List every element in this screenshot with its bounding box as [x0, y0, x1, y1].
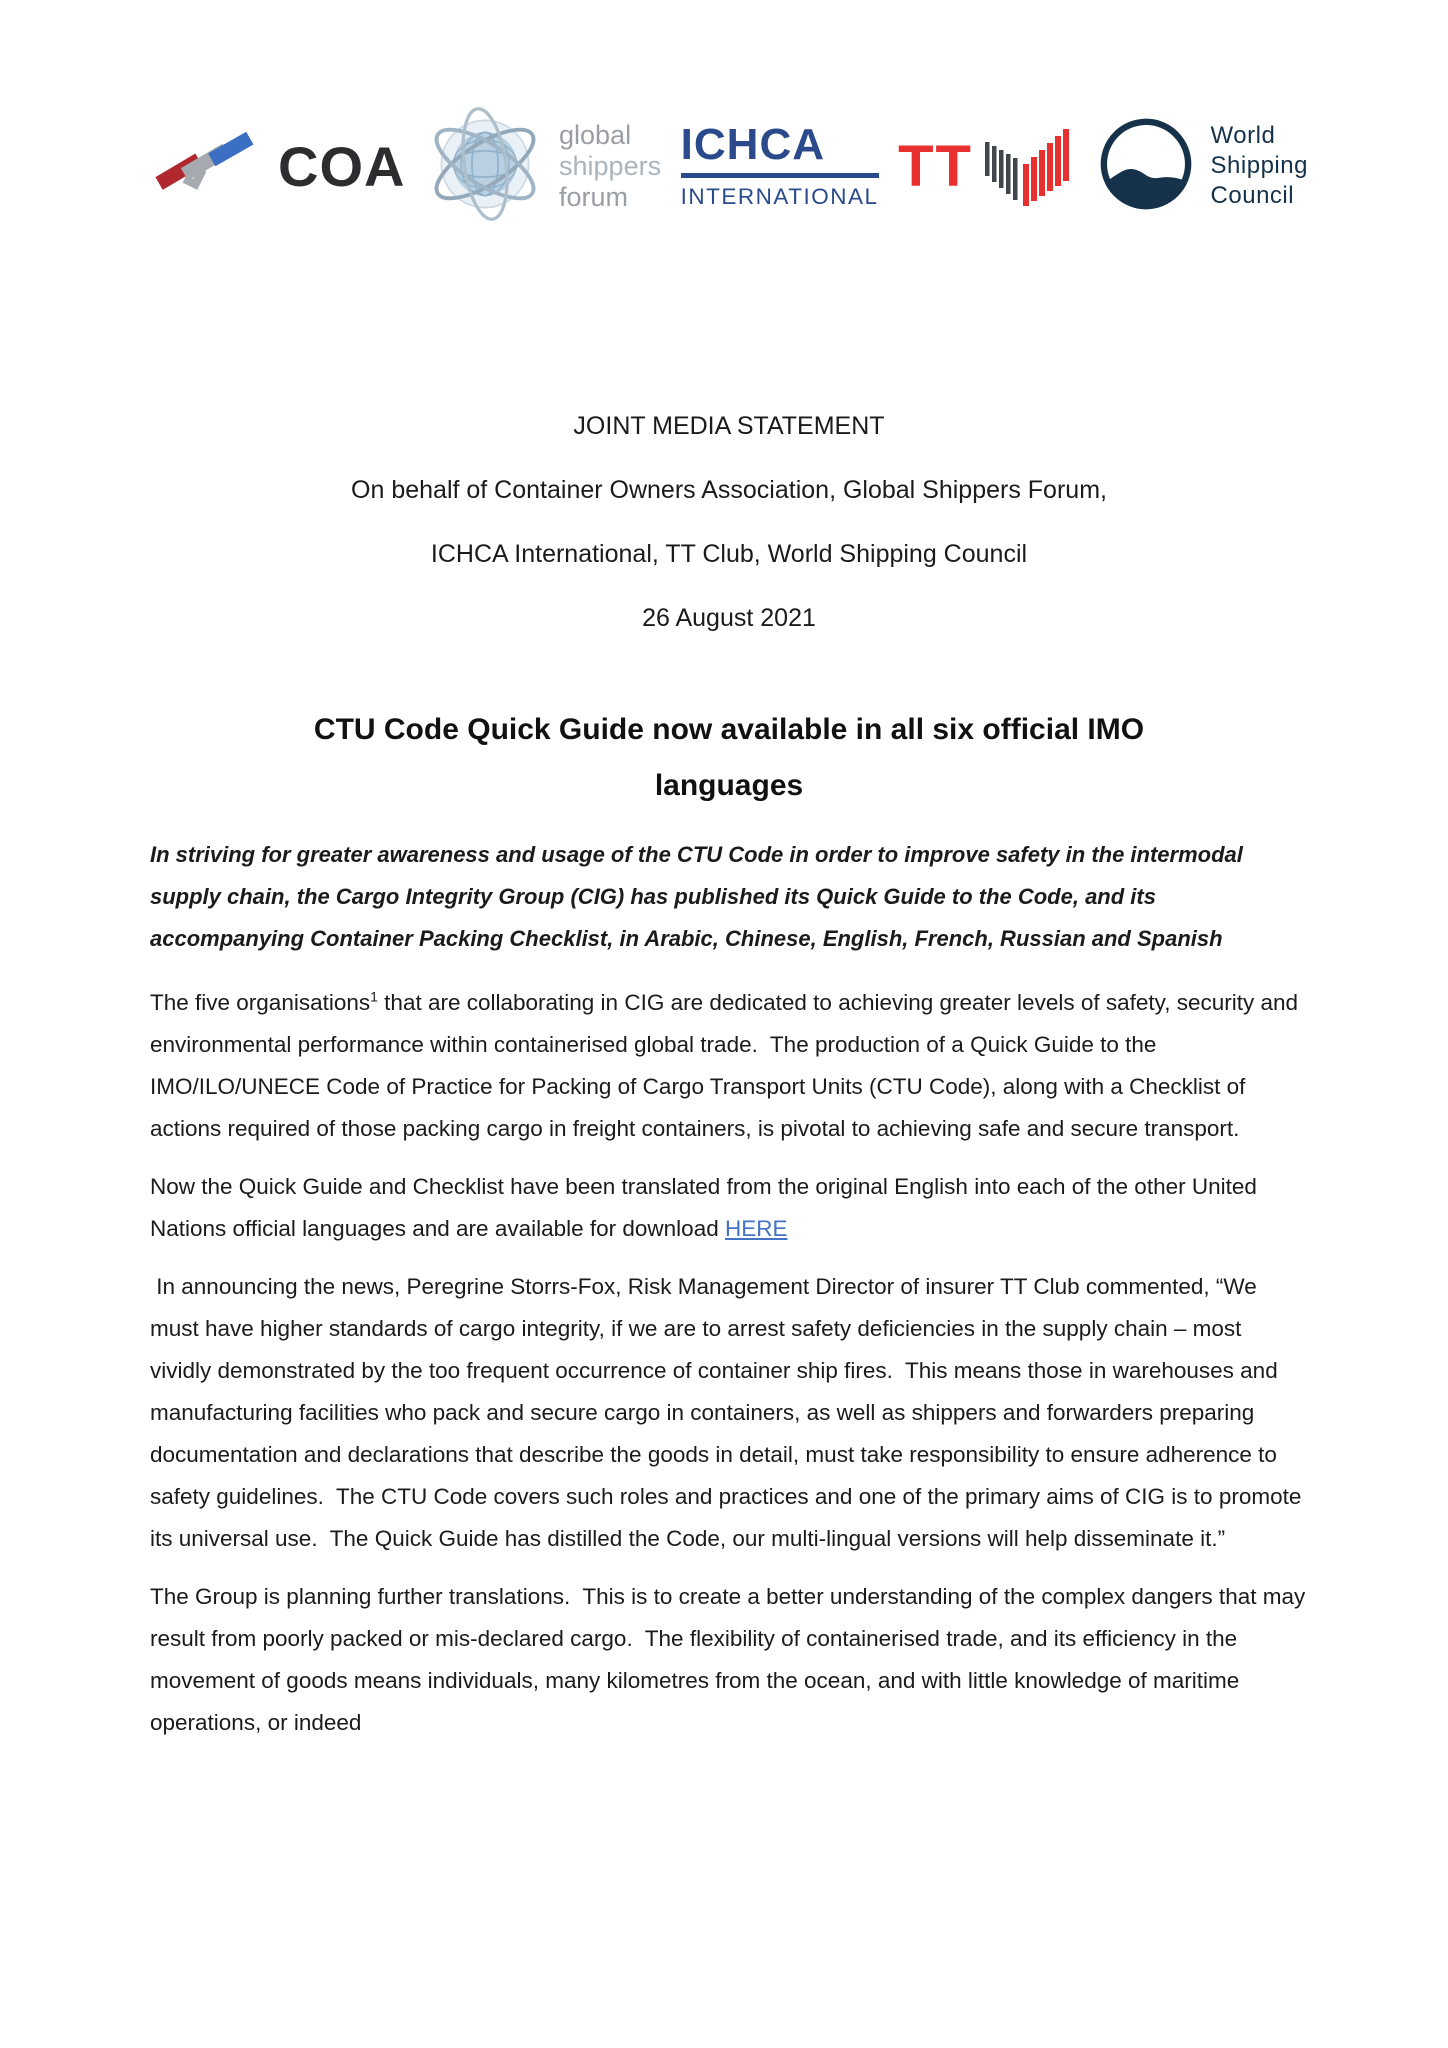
- gsf-logo: [425, 104, 661, 229]
- lede-paragraph: In striving for greater awareness and usage of the CTU Code in order to improve safety in the intermodal supply chain, the Cargo Integrity Group (CIG) has published its Quick Guide to the Code, and its accompanying Container Packing Checklist, in Arabic, Chinese, English, French, Russian and Spanish: [150, 842, 1250, 951]
- coa-wordmark: COA: [278, 134, 406, 198]
- gsf-word-shippers: shippers: [559, 150, 662, 181]
- coa-logo: [150, 118, 405, 215]
- tt-wordmark: TT: [898, 133, 973, 199]
- logo-bar: [150, 96, 1308, 236]
- document-title: [150, 702, 1308, 814]
- paragraph-1-text: The five organisations: [150, 990, 371, 1015]
- paragraph-1: [150, 982, 1308, 1150]
- ichca-wordmark: ICHCA: [681, 123, 879, 178]
- ichca-logo: [680, 119, 879, 210]
- coa-containers-icon: [150, 118, 268, 215]
- tt-club-logo: [898, 120, 1077, 213]
- download-here-link[interactable]: HERE: [724, 1216, 788, 1241]
- paragraph-4: The Group is planning further translations. This is to create a better understanding of the complex dangers that may result from poorly packed or mis-declared cargo. The flexibility of containerised trade, and its efficiency in the movement of goods means individuals, many kilometres from the ocean, and with little knowledge of maritime operations, or indeed: [150, 1584, 1312, 1735]
- statement-title: JOINT MEDIA STATEMENT: [573, 412, 885, 440]
- paragraph-2: [150, 1166, 1308, 1250]
- gsf-word-forum: forum: [559, 181, 629, 212]
- wsc-word-council: Council: [1210, 182, 1295, 209]
- tt-check-icon: [981, 120, 1077, 213]
- wsc-logo: [1097, 115, 1308, 218]
- wsc-wordmark: [1211, 121, 1308, 211]
- gsf-word-global: global: [559, 119, 632, 150]
- document-title-line-1: CTU Code Quick Guide now available in all six official IMO: [313, 713, 1145, 746]
- wsc-word-shipping: Shipping: [1210, 152, 1308, 179]
- footnote-marker-1: 1: [370, 988, 378, 1005]
- on-behalf-line-1: On behalf of Container Owners Association, Global Shippers Forum,: [351, 476, 1107, 504]
- paragraph-1-text-cont: that are collaborating in CIG are dedicated to achieving greater levels of safety, security and environmental performance within containerised global trade. The production of a Quick Guide to the IMO/ILO/UNECE Code of Practice for Packing of Cargo Transport Units (CTU Code), along with a Checklist of actions required of those packing cargo in freight containers, is pivotal to achieving safe and secure transport.: [150, 990, 1305, 1141]
- on-behalf-line-2: ICHCA International, TT Club, World Shipping Council: [430, 540, 1028, 568]
- gsf-globe-icon: [425, 104, 545, 229]
- ichca-subtitle: INTERNATIONAL: [680, 183, 879, 209]
- wsc-word-world: World: [1210, 122, 1276, 149]
- paragraph-2-text: Now the Quick Guide and Checklist have been translated from the original English into each of the other United Nations official languages and are available for download: [150, 1174, 1264, 1241]
- paragraph-3: In announcing the news, Peregrine Storrs-Fox, Risk Management Director of insurer TT Club commented, “We must have higher standards of cargo integrity, if we are to arrest safety deficiencies in the supply chain – most vividly demonstrated by the too frequent occurrence of container ship fires. This means those in warehouses and manufacturing facilities who pack and secure cargo in containers, as well as shippers and forwarders preparing documentation and declarations that describe the goods in detail, must take responsibility to ensure adherence to safety guidelines. The CTU Code covers such roles and practices and one of the primary aims of CIG is to promote its universal use. The Quick Guide has distilled the Code, our multi-lingual versions will help disseminate it.”: [150, 1274, 1308, 1551]
- gsf-wordmark: [559, 120, 661, 213]
- wsc-wave-icon: [1097, 115, 1195, 218]
- statement-date: 26 August 2021: [642, 604, 816, 632]
- document-title-line-2: languages: [654, 769, 804, 802]
- statement-header: [150, 394, 1308, 650]
